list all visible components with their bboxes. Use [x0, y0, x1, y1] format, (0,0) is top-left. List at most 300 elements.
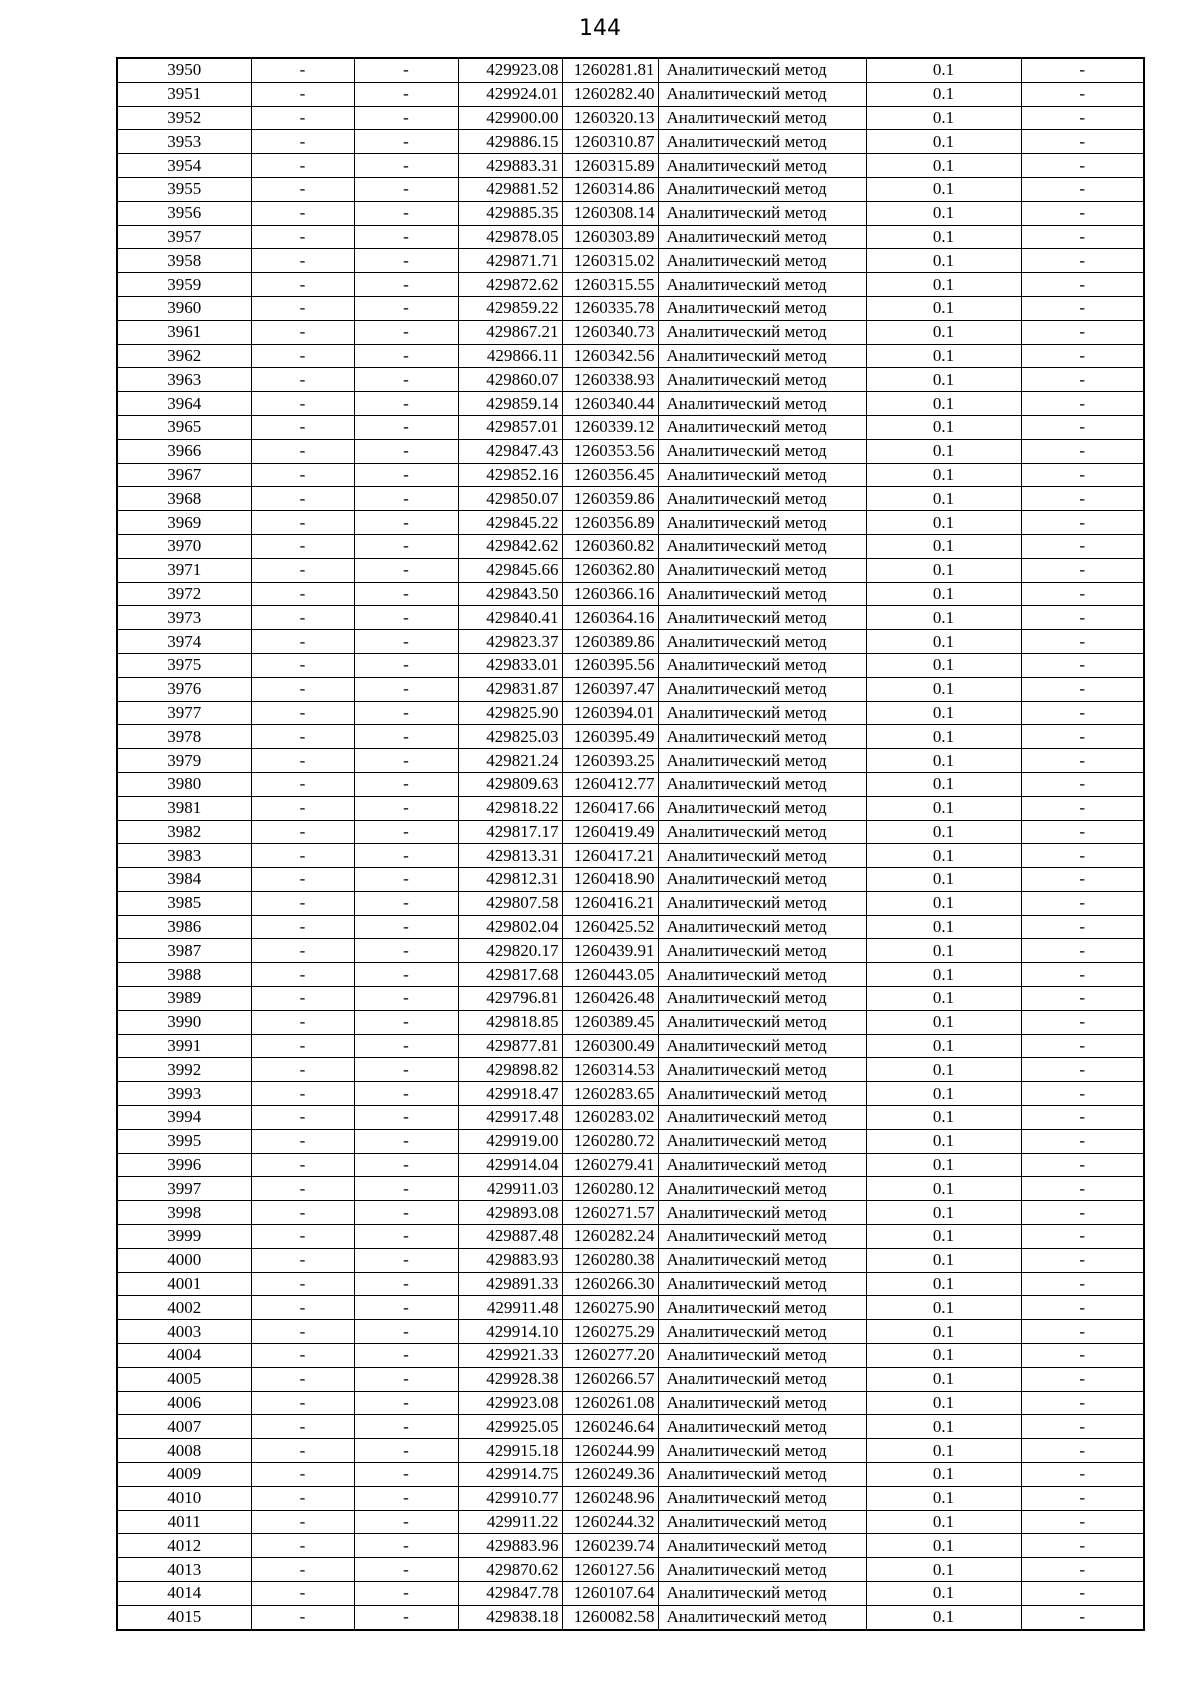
accuracy-cell: 0.1	[866, 368, 1021, 392]
y-coordinate-cell: 1260395.56	[562, 653, 658, 677]
table-row	[117, 415, 1144, 439]
dash-cell-b: -	[354, 1320, 458, 1344]
accuracy-cell: 0.1	[866, 987, 1021, 1011]
dash-cell-b: -	[354, 511, 458, 535]
table-row	[117, 1415, 1144, 1439]
point-number-cell: 4002	[117, 1296, 251, 1320]
method-cell: Аналитический метод	[658, 677, 866, 701]
dash-cell-c: -	[1021, 891, 1144, 915]
table-row	[117, 368, 1144, 392]
dash-cell-c: -	[1021, 58, 1144, 82]
table-row	[117, 58, 1144, 82]
method-cell: Аналитический метод	[658, 1082, 866, 1106]
dash-cell-b: -	[354, 368, 458, 392]
dash-cell-c: -	[1021, 1320, 1144, 1344]
table-row	[117, 1439, 1144, 1463]
dash-cell-b: -	[354, 630, 458, 654]
y-coordinate-cell: 1260439.91	[562, 939, 658, 963]
x-coordinate-cell: 429886.15	[458, 130, 562, 154]
x-coordinate-cell: 429883.93	[458, 1248, 562, 1272]
y-coordinate-cell: 1260340.44	[562, 392, 658, 416]
method-cell: Аналитический метод	[658, 796, 866, 820]
y-coordinate-cell: 1260244.99	[562, 1439, 658, 1463]
accuracy-cell: 0.1	[866, 1272, 1021, 1296]
point-number-cell: 3995	[117, 1129, 251, 1153]
dash-cell-a: -	[251, 1486, 354, 1510]
x-coordinate-cell: 429921.33	[458, 1344, 562, 1368]
x-coordinate-cell: 429914.04	[458, 1153, 562, 1177]
accuracy-cell: 0.1	[866, 225, 1021, 249]
x-coordinate-cell: 429919.00	[458, 1129, 562, 1153]
method-cell: Аналитический метод	[658, 1582, 866, 1606]
accuracy-cell: 0.1	[866, 772, 1021, 796]
dash-cell-c: -	[1021, 606, 1144, 630]
table-row	[117, 273, 1144, 297]
table-row	[117, 725, 1144, 749]
table-row	[117, 701, 1144, 725]
table-row	[117, 463, 1144, 487]
accuracy-cell: 0.1	[866, 1129, 1021, 1153]
dash-cell-a: -	[251, 368, 354, 392]
accuracy-cell: 0.1	[866, 1582, 1021, 1606]
y-coordinate-cell: 1260394.01	[562, 701, 658, 725]
table-row	[117, 344, 1144, 368]
table-row	[117, 487, 1144, 511]
point-number-cell: 3973	[117, 606, 251, 630]
dash-cell-b: -	[354, 249, 458, 273]
y-coordinate-cell: 1260397.47	[562, 677, 658, 701]
y-coordinate-cell: 1260339.12	[562, 415, 658, 439]
table-row	[117, 1367, 1144, 1391]
method-cell: Аналитический метод	[658, 1010, 866, 1034]
dash-cell-c: -	[1021, 106, 1144, 130]
dash-cell-a: -	[251, 1272, 354, 1296]
table-row	[117, 1391, 1144, 1415]
dash-cell-b: -	[354, 749, 458, 773]
accuracy-cell: 0.1	[866, 820, 1021, 844]
dash-cell-a: -	[251, 1153, 354, 1177]
dash-cell-b: -	[354, 915, 458, 939]
accuracy-cell: 0.1	[866, 1605, 1021, 1629]
accuracy-cell: 0.1	[866, 796, 1021, 820]
point-number-cell: 3983	[117, 844, 251, 868]
y-coordinate-cell: 1260335.78	[562, 296, 658, 320]
dash-cell-a: -	[251, 1177, 354, 1201]
y-coordinate-cell: 1260275.90	[562, 1296, 658, 1320]
dash-cell-b: -	[354, 463, 458, 487]
y-coordinate-cell: 1260244.32	[562, 1510, 658, 1534]
dash-cell-c: -	[1021, 1201, 1144, 1225]
accuracy-cell: 0.1	[866, 844, 1021, 868]
dash-cell-b: -	[354, 1296, 458, 1320]
dash-cell-b: -	[354, 1129, 458, 1153]
y-coordinate-cell: 1260360.82	[562, 534, 658, 558]
point-number-cell: 3968	[117, 487, 251, 511]
point-number-cell: 3989	[117, 987, 251, 1011]
method-cell: Аналитический метод	[658, 1153, 866, 1177]
dash-cell-c: -	[1021, 1272, 1144, 1296]
method-cell: Аналитический метод	[658, 1034, 866, 1058]
accuracy-cell: 0.1	[866, 344, 1021, 368]
dash-cell-b: -	[354, 344, 458, 368]
table-row	[117, 796, 1144, 820]
dash-cell-c: -	[1021, 1582, 1144, 1606]
method-cell: Аналитический метод	[658, 1486, 866, 1510]
x-coordinate-cell: 429802.04	[458, 915, 562, 939]
method-cell: Аналитический метод	[658, 891, 866, 915]
method-cell: Аналитический метод	[658, 1534, 866, 1558]
dash-cell-a: -	[251, 1058, 354, 1082]
dash-cell-a: -	[251, 582, 354, 606]
dash-cell-b: -	[354, 1486, 458, 1510]
dash-cell-a: -	[251, 1415, 354, 1439]
x-coordinate-cell: 429831.87	[458, 677, 562, 701]
y-coordinate-cell: 1260282.24	[562, 1225, 658, 1249]
point-number-cell: 3976	[117, 677, 251, 701]
table-row	[117, 1296, 1144, 1320]
y-coordinate-cell: 1260107.64	[562, 1582, 658, 1606]
dash-cell-c: -	[1021, 1177, 1144, 1201]
dash-cell-b: -	[354, 1344, 458, 1368]
x-coordinate-cell: 429842.62	[458, 534, 562, 558]
accuracy-cell: 0.1	[866, 106, 1021, 130]
method-cell: Аналитический метод	[658, 439, 866, 463]
accuracy-cell: 0.1	[866, 701, 1021, 725]
dash-cell-c: -	[1021, 1034, 1144, 1058]
method-cell: Аналитический метод	[658, 749, 866, 773]
point-number-cell: 3959	[117, 273, 251, 297]
point-number-cell: 4007	[117, 1415, 251, 1439]
point-number-cell: 3961	[117, 320, 251, 344]
point-number-cell: 4008	[117, 1439, 251, 1463]
point-number-cell: 4013	[117, 1558, 251, 1582]
y-coordinate-cell: 1260310.87	[562, 130, 658, 154]
point-number-cell: 4005	[117, 1367, 251, 1391]
point-number-cell: 3980	[117, 772, 251, 796]
point-number-cell: 3987	[117, 939, 251, 963]
method-cell: Аналитический метод	[658, 177, 866, 201]
method-cell: Аналитический метод	[658, 725, 866, 749]
dash-cell-c: -	[1021, 1296, 1144, 1320]
x-coordinate-cell: 429917.48	[458, 1106, 562, 1130]
accuracy-cell: 0.1	[866, 1558, 1021, 1582]
x-coordinate-cell: 429887.48	[458, 1225, 562, 1249]
point-number-cell: 3962	[117, 344, 251, 368]
dash-cell-b: -	[354, 106, 458, 130]
point-number-cell: 3966	[117, 439, 251, 463]
table-row	[117, 1605, 1144, 1629]
accuracy-cell: 0.1	[866, 582, 1021, 606]
y-coordinate-cell: 1260342.56	[562, 344, 658, 368]
x-coordinate-cell: 429817.68	[458, 963, 562, 987]
dash-cell-c: -	[1021, 1534, 1144, 1558]
x-coordinate-cell: 429911.03	[458, 1177, 562, 1201]
table-row	[117, 891, 1144, 915]
x-coordinate-cell: 429925.05	[458, 1415, 562, 1439]
dash-cell-b: -	[354, 1391, 458, 1415]
dash-cell-b: -	[354, 1510, 458, 1534]
dash-cell-b: -	[354, 1153, 458, 1177]
dash-cell-a: -	[251, 344, 354, 368]
table-row	[117, 201, 1144, 225]
dash-cell-c: -	[1021, 511, 1144, 535]
x-coordinate-cell: 429924.01	[458, 82, 562, 106]
table-row	[117, 1201, 1144, 1225]
point-number-cell: 3977	[117, 701, 251, 725]
method-cell: Аналитический метод	[658, 963, 866, 987]
accuracy-cell: 0.1	[866, 939, 1021, 963]
dash-cell-a: -	[251, 1344, 354, 1368]
dash-cell-b: -	[354, 1605, 458, 1629]
x-coordinate-cell: 429823.37	[458, 630, 562, 654]
point-number-cell: 3990	[117, 1010, 251, 1034]
y-coordinate-cell: 1260271.57	[562, 1201, 658, 1225]
y-coordinate-cell: 1260412.77	[562, 772, 658, 796]
point-number-cell: 4010	[117, 1486, 251, 1510]
y-coordinate-cell: 1260248.96	[562, 1486, 658, 1510]
dash-cell-b: -	[354, 963, 458, 987]
table-row	[117, 1486, 1144, 1510]
y-coordinate-cell: 1260320.13	[562, 106, 658, 130]
x-coordinate-cell: 429883.96	[458, 1534, 562, 1558]
x-coordinate-cell: 429893.08	[458, 1201, 562, 1225]
table-row	[117, 772, 1144, 796]
x-coordinate-cell: 429818.85	[458, 1010, 562, 1034]
point-number-cell: 3972	[117, 582, 251, 606]
point-number-cell: 3994	[117, 1106, 251, 1130]
dash-cell-a: -	[251, 58, 354, 82]
point-number-cell: 3971	[117, 558, 251, 582]
point-number-cell: 4011	[117, 1510, 251, 1534]
x-coordinate-cell: 429911.22	[458, 1510, 562, 1534]
y-coordinate-cell: 1260425.52	[562, 915, 658, 939]
table-body	[117, 58, 1144, 1630]
method-cell: Аналитический метод	[658, 320, 866, 344]
dash-cell-a: -	[251, 273, 354, 297]
accuracy-cell: 0.1	[866, 677, 1021, 701]
dash-cell-c: -	[1021, 558, 1144, 582]
method-cell: Аналитический метод	[658, 582, 866, 606]
point-number-cell: 4001	[117, 1272, 251, 1296]
point-number-cell: 3960	[117, 296, 251, 320]
method-cell: Аналитический метод	[658, 1367, 866, 1391]
x-coordinate-cell: 429867.21	[458, 320, 562, 344]
x-coordinate-cell: 429866.11	[458, 344, 562, 368]
y-coordinate-cell: 1260359.86	[562, 487, 658, 511]
method-cell: Аналитический метод	[658, 296, 866, 320]
table-row	[117, 582, 1144, 606]
dash-cell-c: -	[1021, 534, 1144, 558]
table-row	[117, 1129, 1144, 1153]
y-coordinate-cell: 1260389.45	[562, 1010, 658, 1034]
dash-cell-a: -	[251, 463, 354, 487]
dash-cell-c: -	[1021, 1367, 1144, 1391]
dash-cell-c: -	[1021, 796, 1144, 820]
dash-cell-b: -	[354, 1177, 458, 1201]
y-coordinate-cell: 1260082.58	[562, 1605, 658, 1629]
table-row	[117, 534, 1144, 558]
dash-cell-b: -	[354, 701, 458, 725]
table-row	[117, 1010, 1144, 1034]
method-cell: Аналитический метод	[658, 1058, 866, 1082]
y-coordinate-cell: 1260303.89	[562, 225, 658, 249]
dash-cell-c: -	[1021, 749, 1144, 773]
point-number-cell: 3999	[117, 1225, 251, 1249]
method-cell: Аналитический метод	[658, 1439, 866, 1463]
point-number-cell: 4006	[117, 1391, 251, 1415]
table-row	[117, 820, 1144, 844]
point-number-cell: 3955	[117, 177, 251, 201]
table-row	[117, 606, 1144, 630]
dash-cell-c: -	[1021, 1248, 1144, 1272]
accuracy-cell: 0.1	[866, 558, 1021, 582]
dash-cell-b: -	[354, 987, 458, 1011]
dash-cell-c: -	[1021, 82, 1144, 106]
method-cell: Аналитический метод	[658, 415, 866, 439]
table-row	[117, 558, 1144, 582]
point-number-cell: 3953	[117, 130, 251, 154]
dash-cell-c: -	[1021, 201, 1144, 225]
table-row	[117, 225, 1144, 249]
accuracy-cell: 0.1	[866, 82, 1021, 106]
y-coordinate-cell: 1260261.08	[562, 1391, 658, 1415]
method-cell: Аналитический метод	[658, 987, 866, 1011]
dash-cell-b: -	[354, 1367, 458, 1391]
dash-cell-c: -	[1021, 296, 1144, 320]
point-number-cell: 3970	[117, 534, 251, 558]
point-number-cell: 3988	[117, 963, 251, 987]
dash-cell-a: -	[251, 939, 354, 963]
dash-cell-a: -	[251, 677, 354, 701]
y-coordinate-cell: 1260283.02	[562, 1106, 658, 1130]
dash-cell-c: -	[1021, 487, 1144, 511]
dash-cell-c: -	[1021, 1391, 1144, 1415]
method-cell: Аналитический метод	[658, 939, 866, 963]
y-coordinate-cell: 1260417.21	[562, 844, 658, 868]
y-coordinate-cell: 1260280.38	[562, 1248, 658, 1272]
method-cell: Аналитический метод	[658, 392, 866, 416]
dash-cell-c: -	[1021, 820, 1144, 844]
dash-cell-c: -	[1021, 415, 1144, 439]
point-number-cell: 3956	[117, 201, 251, 225]
table-row	[117, 677, 1144, 701]
dash-cell-b: -	[354, 534, 458, 558]
dash-cell-c: -	[1021, 844, 1144, 868]
dash-cell-a: -	[251, 1225, 354, 1249]
method-cell: Аналитический метод	[658, 130, 866, 154]
dash-cell-a: -	[251, 1605, 354, 1629]
accuracy-cell: 0.1	[866, 511, 1021, 535]
dash-cell-b: -	[354, 177, 458, 201]
dash-cell-b: -	[354, 772, 458, 796]
dash-cell-c: -	[1021, 1439, 1144, 1463]
y-coordinate-cell: 1260283.65	[562, 1082, 658, 1106]
method-cell: Аналитический метод	[658, 368, 866, 392]
accuracy-cell: 0.1	[866, 963, 1021, 987]
dash-cell-b: -	[354, 1082, 458, 1106]
dash-cell-a: -	[251, 653, 354, 677]
table-row	[117, 939, 1144, 963]
y-coordinate-cell: 1260364.16	[562, 606, 658, 630]
accuracy-cell: 0.1	[866, 534, 1021, 558]
x-coordinate-cell: 429843.50	[458, 582, 562, 606]
table-row	[117, 1034, 1144, 1058]
table-row	[117, 1344, 1144, 1368]
y-coordinate-cell: 1260308.14	[562, 201, 658, 225]
x-coordinate-cell: 429825.03	[458, 725, 562, 749]
accuracy-cell: 0.1	[866, 1225, 1021, 1249]
accuracy-cell: 0.1	[866, 1463, 1021, 1487]
dash-cell-c: -	[1021, 1106, 1144, 1130]
y-coordinate-cell: 1260417.66	[562, 796, 658, 820]
dash-cell-b: -	[354, 1010, 458, 1034]
dash-cell-b: -	[354, 868, 458, 892]
accuracy-cell: 0.1	[866, 725, 1021, 749]
dash-cell-c: -	[1021, 249, 1144, 273]
x-coordinate-cell: 429821.24	[458, 749, 562, 773]
x-coordinate-cell: 429852.16	[458, 463, 562, 487]
dash-cell-c: -	[1021, 653, 1144, 677]
y-coordinate-cell: 1260426.48	[562, 987, 658, 1011]
y-coordinate-cell: 1260366.16	[562, 582, 658, 606]
accuracy-cell: 0.1	[866, 1320, 1021, 1344]
accuracy-cell: 0.1	[866, 1082, 1021, 1106]
dash-cell-c: -	[1021, 963, 1144, 987]
accuracy-cell: 0.1	[866, 1510, 1021, 1534]
y-coordinate-cell: 1260340.73	[562, 320, 658, 344]
accuracy-cell: 0.1	[866, 487, 1021, 511]
dash-cell-a: -	[251, 130, 354, 154]
dash-cell-b: -	[354, 1463, 458, 1487]
x-coordinate-cell: 429817.17	[458, 820, 562, 844]
dash-cell-b: -	[354, 1534, 458, 1558]
table-row	[117, 320, 1144, 344]
y-coordinate-cell: 1260356.89	[562, 511, 658, 535]
table-row	[117, 106, 1144, 130]
point-number-cell: 4004	[117, 1344, 251, 1368]
dash-cell-b: -	[354, 273, 458, 297]
x-coordinate-cell: 429838.18	[458, 1605, 562, 1629]
dash-cell-c: -	[1021, 1010, 1144, 1034]
dash-cell-b: -	[354, 1415, 458, 1439]
dash-cell-a: -	[251, 1367, 354, 1391]
x-coordinate-cell: 429881.52	[458, 177, 562, 201]
accuracy-cell: 0.1	[866, 1296, 1021, 1320]
dash-cell-c: -	[1021, 915, 1144, 939]
dash-cell-a: -	[251, 511, 354, 535]
table-row	[117, 749, 1144, 773]
dash-cell-a: -	[251, 844, 354, 868]
dash-cell-c: -	[1021, 1605, 1144, 1629]
dash-cell-b: -	[354, 58, 458, 82]
dash-cell-a: -	[251, 439, 354, 463]
y-coordinate-cell: 1260314.86	[562, 177, 658, 201]
table-row	[117, 130, 1144, 154]
point-number-cell: 3982	[117, 820, 251, 844]
point-number-cell: 3991	[117, 1034, 251, 1058]
x-coordinate-cell: 429833.01	[458, 653, 562, 677]
x-coordinate-cell: 429914.75	[458, 1463, 562, 1487]
y-coordinate-cell: 1260280.12	[562, 1177, 658, 1201]
accuracy-cell: 0.1	[866, 1106, 1021, 1130]
method-cell: Аналитический метод	[658, 225, 866, 249]
dash-cell-a: -	[251, 106, 354, 130]
accuracy-cell: 0.1	[866, 1344, 1021, 1368]
x-coordinate-cell: 429923.08	[458, 58, 562, 82]
table-row	[117, 987, 1144, 1011]
accuracy-cell: 0.1	[866, 1010, 1021, 1034]
dash-cell-b: -	[354, 1034, 458, 1058]
